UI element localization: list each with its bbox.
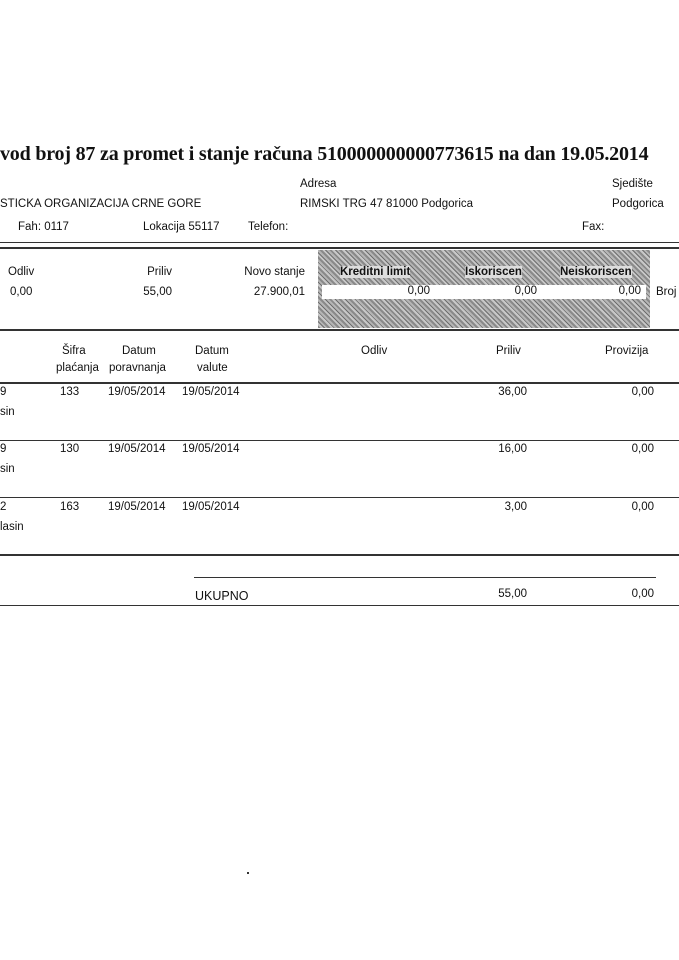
summary-odliv: 0,00: [10, 286, 33, 298]
kreditni-limit-value: 0,00: [407, 285, 430, 297]
kreditni-limit-label: Kreditni limit: [340, 266, 411, 278]
row-provizija: 0,00: [631, 501, 654, 513]
divider: [0, 605, 679, 606]
col-datum-val-header-2: valute: [197, 362, 228, 374]
fax: Fax:: [582, 221, 605, 233]
row-priliv: 16,00: [498, 443, 527, 455]
col-provizija-header: Provizija: [605, 345, 649, 357]
col-sifra-header: Šifra: [62, 345, 86, 357]
row-ref: 2: [0, 501, 7, 513]
col-sifra-header-2: plaćanja: [56, 362, 99, 374]
total-divider: [194, 577, 656, 578]
row-desc: sin: [0, 463, 15, 475]
row-datum-valute: 19/05/2014: [182, 443, 240, 455]
col-priliv-header: Priliv: [496, 345, 521, 357]
divider: [0, 497, 679, 498]
sjediste-value: Podgorica: [612, 198, 664, 210]
col-datum-val-header: Datum: [195, 345, 229, 357]
row-ref: 9: [0, 443, 7, 455]
lokacija: Lokacija 55117: [143, 221, 220, 233]
adresa-value: RIMSKI TRG 47 81000 Podgorica: [300, 198, 474, 210]
col-datum-por-header: Datum: [122, 345, 156, 357]
neiskoriscen-label: Neiskoriscen: [560, 266, 632, 278]
divider: [0, 329, 679, 331]
speck: [247, 872, 249, 874]
row-provizija: 0,00: [631, 386, 654, 398]
row-desc: sin: [0, 406, 15, 418]
adresa-label: Adresa: [300, 178, 337, 190]
row-priliv: 3,00: [504, 501, 527, 513]
organization-name: STICKA ORGANIZACIJA CRNE GORE: [0, 198, 202, 210]
summary-novo-stanje: 27.900,01: [253, 286, 305, 298]
divider: [0, 382, 679, 384]
summary-novo-stanje-label: Novo stanje: [244, 266, 305, 278]
row-datum-valute: 19/05/2014: [182, 501, 240, 513]
statement-title: vod broj 87 za promet i stanje računa 510000000000773615 na dan 19.05.2014: [0, 143, 649, 165]
row-sifra: 130: [60, 443, 80, 455]
row-provizija: 0,00: [631, 443, 654, 455]
sjediste-label: Sjedište: [612, 178, 653, 190]
fah: Fah: 0117: [18, 221, 69, 233]
total-label: UKUPNO: [195, 589, 249, 603]
total-provizija: 0,00: [631, 588, 654, 600]
broj-label: Broj: [656, 286, 677, 298]
iskoriscen-value: 0,00: [514, 285, 537, 297]
credit-values-band: [322, 285, 646, 299]
row-datum-valute: 19/05/2014: [182, 386, 240, 398]
row-sifra: 163: [60, 501, 80, 513]
row-priliv: 36,00: [498, 386, 527, 398]
telefon: Telefon:: [248, 221, 289, 233]
row-sifra: 133: [60, 386, 80, 398]
col-odliv-header: Odliv: [361, 345, 388, 357]
iskoriscen-label: Iskoriscen: [465, 266, 522, 278]
row-ref: 9: [0, 386, 7, 398]
total-priliv: 55,00: [498, 588, 527, 600]
divider: [0, 554, 679, 556]
divider: [0, 247, 679, 249]
summary-priliv: 55,00: [143, 286, 172, 298]
summary-priliv-label: Priliv: [147, 266, 172, 278]
divider: [0, 242, 679, 243]
neiskoriscen-value: 0,00: [618, 285, 641, 297]
summary-odliv-label: Odliv: [8, 266, 35, 278]
col-datum-por-header-2: poravnanja: [109, 362, 166, 374]
row-datum-poravnanja: 19/05/2014: [108, 443, 166, 455]
divider: [0, 440, 679, 441]
row-datum-poravnanja: 19/05/2014: [108, 386, 166, 398]
row-desc: lasin: [0, 521, 24, 533]
row-datum-poravnanja: 19/05/2014: [108, 501, 166, 513]
